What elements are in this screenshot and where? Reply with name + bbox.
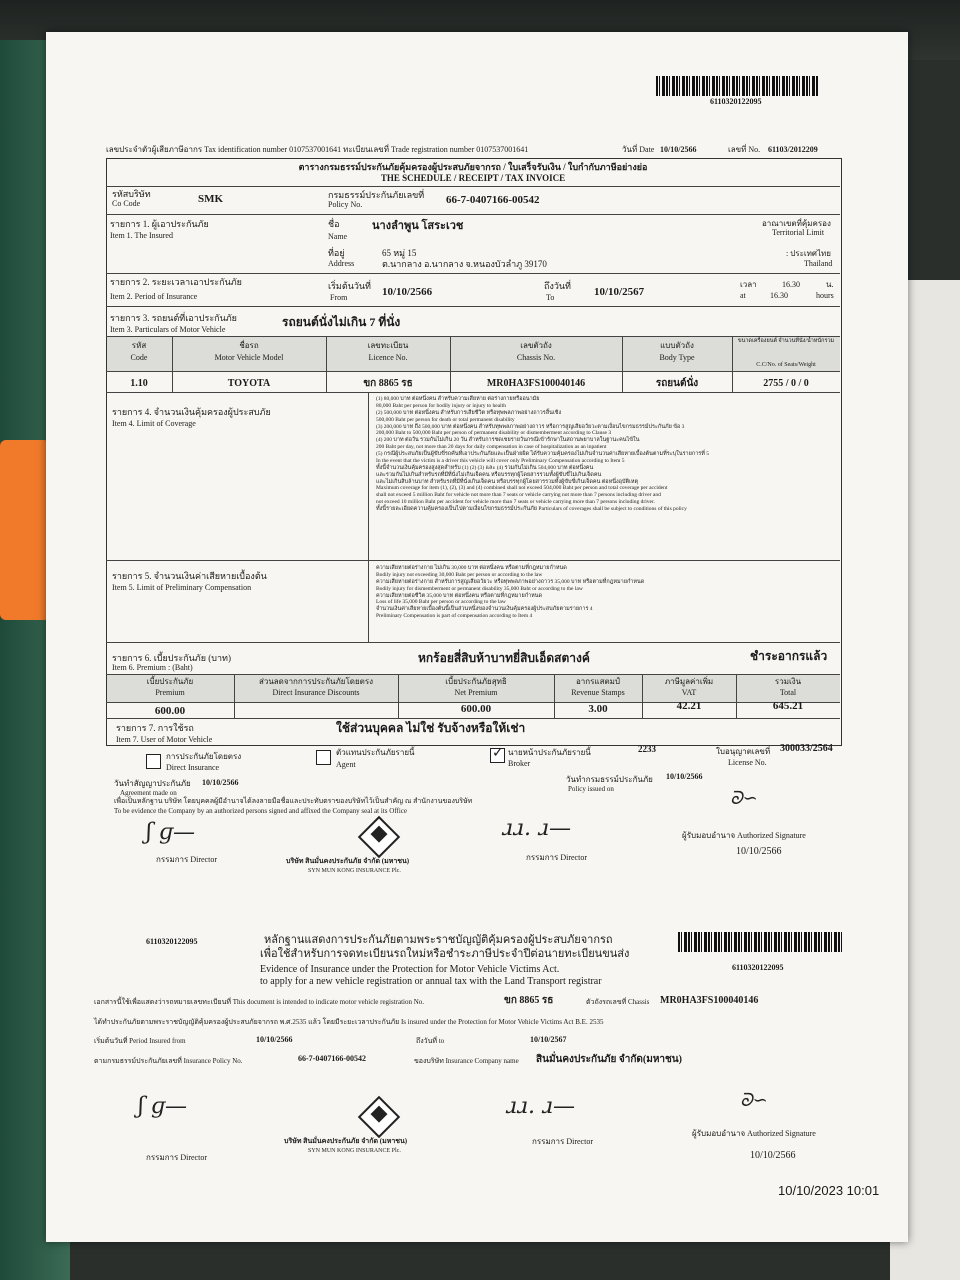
period-from-label-en: From [330,293,348,302]
coverage-line: (3) 200,000 บาท ถึง 500,000 บาท ต่อหนึ่งคน สำหรับทุพพลภาพอย่างถาวร หรือการสูญเสียอวัยวะตามเงื่อนไขกรมธรรม์ประกันภัย ข้อ 3 [376,423,685,430]
top-barcode-number: 6110320122095 [710,97,762,106]
territory-label-en: Territorial Limit [772,228,825,237]
coverage-line: และรวมกันไม่เกินสำหรับรถที่มีที่นั่งไม่เกินเจ็ดคน หรือบรรทุกผู้โดยสารรวมทั้งผู้ขับขี่ไม่เกินเจ็ดคน [376,471,602,478]
vehicle-licence: ขก 8865 รธ [363,378,413,389]
evidence-title-en1: Evidence of Insurance under the Protection for Motor Vehicle Victims Act. [260,964,560,975]
period-to-label-th: ถึงวันที่ [544,281,571,291]
item7-label-en: Item 7. User of Motor Vehicle [116,735,213,744]
item2-label-en: Item 2. Period of Insurance [110,292,198,301]
coverage-lines [376,396,836,513]
premium-header-net-th: เบี้ยประกันภัยสุทธิ [445,677,507,686]
address-line2: ต.นากลาง อ.นากลาง จ.หนองบัวลำภู 39170 [382,259,547,269]
tax-no-label: เลขที่ No. [728,145,761,154]
preliminary-line: Loss of life 35,000 Baht per person or according to the law [376,599,506,606]
direct-insurance-label-th: การประกันภัยโดยตรง [166,752,242,761]
premium-header-premium-th: เบี้ยประกันภัย [146,677,194,686]
item3-label-th: รายการ 3. รถยนต์ที่เอาประกันภัย [110,313,237,323]
premium-header-discount-en: Direct Insurance Discounts [272,688,360,697]
premium-in-words: หกร้อยสี่สิบห้าบาทยี่สิบเอ็ดสตางค์ [418,651,590,665]
premium-header-vat-th: ภาษีมูลค่าเพิ่ม [664,677,714,686]
evidence-chassis-value: MR0HA3FS100040146 [660,995,759,1006]
authorized-signature-2: ᘐ∽ [740,1090,768,1111]
coverage-line: (5) กรณีผู้ประสบภัยเป็นผู้ขับขี่รถคันที่เอาประกันภัยและเป็นฝ่ายผิด ได้รับความคุ้มครองไม่เกินจำนวนค่าเสียหายเบื้องต้นตามที่ระบุในรายการที่ 5 [376,451,709,457]
director-label-3: กรรมการ Director [146,1153,207,1162]
coverage-line: (4) 200 บาท ต่อวัน รวมกันไม่เกิน 20 วัน สำหรับการชดเชยรายวันกรณีเข้ารักษาในสถานพยาบาลในฐานะคนไข้ใน [376,437,640,444]
vehicle-header-body-th: แบบตัวถัง [660,341,694,350]
preliminary-line: ความเสียหายต่อร่างกาย ไม่เกิน 30,000 บาท ต่อหนึ่งคน หรือตามที่กฎหมายกำหนด [376,565,567,571]
coverage-line: shall not exceed 5 million Baht for vehicle not more than 7 seats or vehicle carrying not more than 7 persons including driver and [376,492,661,499]
evidence-title-th2: เพื่อใช้สำหรับการจดทะเบียนรถใหม่หรือชำระภาษีประจำปีต่อนายทะเบียนขนส่ง [260,948,630,960]
vehicle-code: 1.10 [130,378,148,389]
vehicle-body: รถยนต์นั่ง [655,378,699,389]
agreement-date: 10/10/2566 [202,778,239,787]
tax-date: 10/10/2566 [660,145,697,154]
evidence-title-th1: หลักฐานแสดงการประกันภัยตามพระราชบัญญัติคุ้มครองผู้ประสบภัยจากรถ [264,934,613,946]
license-no: 300033/2564 [780,743,833,754]
highlighter-pen [0,440,50,620]
tax-id-line: เลขประจำตัวผู้เสียภาษีอากร Tax identification number 0107537001641 ทะเบียนเลขที่ Trade registration number 0107537001641 [106,145,529,154]
vehicle-description: รถยนต์นั่งไม่เกิน 7 ที่นั่ง [282,315,401,329]
coverage-line: In the event that the victim is a driver this vehicle will cover only Preliminary Compensation according to Item 5 [376,457,625,464]
stamp-paid: ชำระอากรแล้ว [750,649,828,663]
director-signature-4: ɹɹ. ɹ— [506,1094,576,1119]
evidence-company: สินมั่นคงประกันภัย จำกัด(มหาชน) [536,1054,682,1065]
item5-label-en: Item 5. Limit of Preliminary Compensation [112,583,252,592]
insured-name-label-th: ชื่อ [328,219,340,229]
evidence-policy-label: ตามกรมธรรม์ประกันภัยเลขที่ Insurance Policy No. [94,1057,243,1065]
insured-name: นางลำพูน โสระเวช [372,220,464,232]
evidence-company-label: ของบริษัท Insurance Company name [414,1057,519,1065]
direct-insurance-checkbox[interactable] [146,754,161,769]
evidence-to: 10/10/2567 [530,1035,567,1044]
preliminary-line: ความเสียหายต่อร่างกาย สำหรับการสูญเสียอวัยวะ หรือทุพพลภาพอย่างถาวร 35,000 บาท หรือตามที่กฎหมายกำหนด [376,578,645,585]
print-timestamp: 10/10/2023 10:01 [778,1183,880,1198]
evidence-barcode-number-left: 6110320122095 [146,937,198,946]
period-from: 10/10/2566 [382,286,433,298]
premium-header-total-th: รวมเงิน [774,677,802,686]
coverage-line: Maximum coverage for item (1), (2), (3) and (4) combined shall not exceed 504,000 Baht per person and total coverage per accident [376,485,668,492]
insurance-document [46,32,908,1242]
item2-label-th: รายการ 2. ระยะเวลาเอาประกันภัย [110,277,242,287]
item6-label-en: Item 6. Premium : (Baht) [112,663,193,672]
company-name-th-2: บริษัท สินมั่นคงประกันภัย จำกัด (มหาชน) [284,1137,408,1145]
evidence-barcode [678,932,842,952]
director-label-1: กรรมการ Director [156,855,217,864]
evidence-from-label: เริ่มต้นวันที่ Period Insured from [94,1037,186,1045]
evidence-policy: 66-7-0407166-00542 [298,1054,366,1063]
vehicle-use: ใช้ส่วนบุคคล ไม่ใช่ รับจ้างหรือให้เช่า [336,721,526,735]
co-code-value: SMK [198,193,224,205]
vat-value: 42.21 [676,700,702,712]
address-line1: 65 หมู่ 15 [382,248,417,258]
evidence-chassis-label: ตัวถังรถเลขที่ Chassis [586,998,650,1006]
company-logo [358,816,400,858]
co-code-label-en: Co Code [112,199,141,208]
company-name-en: SYN MUN KONG INSURANCE Plc. [308,868,401,874]
authorized-label-1: ผู้รับมอบอำนาจ Authorized Signature [682,831,806,840]
coverage-line: ทั้งนี้จำนวนเงินคุ้มครองสูงสุดสำหรับ (1) (2) (3) และ (4) รวมกันไม่เกิน 504,000 บาท ต่อหนึ่งคน [376,464,594,471]
premium-value: 600.00 [154,705,186,717]
premium-header-discount-th: ส่วนลดจากการประกันภัยโดยตรง [258,677,374,686]
premium-header-premium-en: Premium [155,688,185,697]
total-value: 645.21 [772,700,804,712]
premium-header-stamp-th: อากรแสตมป์ [575,677,621,686]
vehicle-header-model-en: Motor Vehicle Model [214,353,284,362]
preliminary-line: จำนวนเงินค่าเสียหายเบื้องต้นนี้เป็นส่วนหนึ่งของจำนวนเงินคุ้มครองผู้ประสบภัยตามรายการ 4 [376,606,593,613]
vehicle-header-cc-en: C.C/No. of Seats/Weight [756,362,816,368]
coverage-line: 80,000 Baht per person for bodily injury or injury to health [376,402,506,409]
agent-label-th: ตัวแทนประกันภัยรายนี้ [336,748,415,757]
vehicle-header-licence-th: เลขทะเบียน [367,341,409,350]
net-premium-value: 600.00 [460,703,492,715]
broker-label-th: นายหน้าประกันภัยรายนี้ [508,748,591,757]
director-signature-2: ɹɹ. ɹ— [502,816,572,841]
premium-header-total-en: Total [779,688,797,697]
item6-label-th: รายการ 6. เบี้ยประกันภัย (บาท) [112,653,231,663]
item1-label-en: Item 1. The Insured [110,231,173,240]
address-label-en: Address [328,259,355,268]
time-label-th: เวลา [740,280,757,289]
item4-label-th: รายการ 4. จำนวนเงินคุ้มครองผู้ประสบภัย [112,407,271,417]
vehicle-header-model-th: ชื่อรถ [239,341,259,350]
item3-label-en: Item 3. Particulars of Motor Vehicle [110,325,226,334]
time-from: 16.30 [782,280,800,289]
agreement-label-th: วันทำสัญญาประกันภัย [114,779,191,788]
territory-country-th: : ประเทศไทย [786,249,831,258]
coverage-line: 200,000 Baht to 500,000 Baht per person of permanent disability or dismemberment according to Clause 3 [376,430,612,437]
authorized-signature-1: ᘐ∽ [730,788,758,809]
schedule-title-en: THE SCHEDULE / RECEIPT / TAX INVOICE [380,173,566,183]
authorized-label-2: ผู้รับมอบอำนาจ Authorized Signature [692,1129,816,1138]
premium-header-vat-en: VAT [681,688,697,697]
time-label-en: at [740,291,746,300]
license-label-th: ใบอนุญาตเลขที่ [716,747,771,756]
issued-date: 10/10/2566 [666,772,703,781]
director-signature-3: ʃ ɡ— [138,1094,188,1119]
stamp-value: 3.00 [588,703,608,715]
preliminary-line: Preliminary Compensation is part of compensation according to Item 4 [376,613,533,620]
vehicle-cc: 2755 / 0 / 0 [763,378,809,389]
vehicle-chassis: MR0HA3FS100040146 [486,378,586,389]
preliminary-lines [376,565,836,620]
evidence-reg-value: ขก 8865 รธ [504,995,554,1006]
coverage-line: และไม่เกินสิบล้านบาท สำหรับรถที่มีที่นั่งเกินเจ็ดคน หรือบรรทุกผู้โดยสารรวมทั้งผู้ขับขี่เกินเจ็ดคน ต่อหนึ่งอุบัติเหตุ [376,478,639,485]
evidence-insured-line: ได้ทำประกันภัยตามพระราชบัญญัติคุ้มครองผู้ประสบภัยจากรถ พ.ศ.2535 แล้ว โดยมีระยะเวลาประกันภัย Is insured under the Protection for Motor Vehicle Victims Act B.E. 2535 [94,1018,604,1026]
policy-no-value: 66-7-0407166-00542 [446,194,540,206]
coverage-line: not exceed 10 million Baht per accident for vehicle more than 7 seats or vehicle carrying more than 7 persons including driver. [376,499,655,506]
coverage-line: (1) 80,000 บาท ต่อหนึ่งคน สำหรับความเสียหาย ต่อร่างกายหรืออนามัย [376,396,540,402]
item1-label-th: รายการ 1. ผู้เอาประกันภัย [110,219,209,229]
preliminary-line: Bodily injury not exceeding 30,000 Baht per person or according to the law [376,571,543,578]
top-barcode [656,76,818,96]
period-to-label-en: To [546,293,555,302]
vehicle-header-cc-th: ขนาดเครื่องยนต์ จำนวนที่นั่ง/น้ำหนักรวม [737,338,835,344]
territory-label-th: อาณาเขตที่คุ้มครอง [762,219,831,228]
time-to: 16.30 [770,291,788,300]
evidence-title-en2: to apply for a new vehicle registration or annual tax with the Land Transport registrar [260,976,602,987]
agent-label-en: Agent [336,760,356,769]
issued-label-th: วันทำกรมธรรม์ประกันภัย [566,775,653,784]
co-code-label-th: รหัสบริษัท [112,189,151,199]
evidence-barcode-number-right: 6110320122095 [732,963,784,972]
director-label-2: กรรมการ Director [526,853,587,862]
period-from-label-th: เริ่มต้นวันที่ [328,281,371,291]
vehicle-header-code-en: Code [130,353,148,362]
address-label-th: ที่อยู่ [328,248,345,258]
coverage-line: (2) 500,000 บาท ต่อหนึ่งคน สำหรับการเสียชีวิต หรือทุพพลภาพอย่างถาวรสิ้นเชิง [376,409,562,416]
director-signature-1: ʃ ɡ— [146,820,196,845]
company-name-th: บริษัท สินมั่นคงประกันภัย จำกัด (มหาชน) [286,857,410,865]
authorized-date-1: 10/10/2566 [736,846,782,857]
license-label-en: License No. [728,758,767,767]
vehicle-header-chassis-en: Chassis No. [516,353,556,362]
item7-label-th: รายการ 7. การใช้รถ [116,723,194,733]
company-name-en-2: SYN MUN KONG INSURANCE Plc. [308,1148,401,1154]
item4-label-en: Item 4. Limit of Coverage [112,419,196,428]
company-logo-2 [358,1096,400,1138]
time-unit-en: hours [816,291,834,300]
coverage-line: ทั้งนี้รายละเอียดความคุ้มครองเป็นไปตามเงื่อนไขกรมธรรม์ประกันภัย Particulars of coverages shall be subject to conditions of this policy [376,506,687,512]
tax-date-label: วันที่ Date [622,145,655,154]
direct-insurance-label-en: Direct Insurance [166,763,220,772]
authorized-date-2: 10/10/2566 [750,1150,796,1161]
schedule-title-th: ตารางกรมธรรม์ประกันภัยคุ้มครองผู้ประสบภัยจากรถ / ใบเสร็จรับเงิน / ใบกำกับภาษีอย่างย่อ [298,162,648,172]
broker-checkbox[interactable] [490,748,505,763]
issued-label-en: Policy issued on [568,785,614,793]
broker-label-en: Broker [508,759,531,768]
premium-header-net-en: Net Premium [454,688,498,697]
policy-no-label-en: Policy No. [328,200,363,209]
insured-name-label-en: Name [328,232,348,241]
vehicle-header-licence-en: Licence No. [368,353,408,362]
preliminary-line: ความเสียหายต่อชีวิต 35,000 บาท ต่อหนึ่งคน หรือตามที่กฎหมายกำหนด [376,592,543,599]
coverage-line: 500,000 Baht per person for death or total permanent disability [376,416,515,423]
director-label-4: กรรมการ Director [532,1137,593,1146]
agent-checkbox[interactable] [316,750,331,765]
evidence-statement-en: To be evidence the Company by an authorized persons signed and affixed the Company seal at its Office [114,807,407,815]
policy-no-label-th: กรมธรรม์ประกันภัยเลขที่ [328,190,425,200]
time-unit-th: น. [826,280,834,289]
vehicle-header-code-th: รหัส [131,341,147,350]
tax-no: 61103/2012209 [768,145,818,154]
coverage-line: 200 Baht per day, not more than 20 days for daily compensation in case of hospitalization as an inpatient [376,444,607,451]
item5-label-th: รายการ 5. จำนวนเงินค่าเสียหายเบื้องต้น [112,571,267,581]
vehicle-model: TOYOTA [227,378,271,389]
evidence-to-label: ถึงวันที่ to [416,1037,445,1045]
vehicle-header-chassis-th: เลขตัวถัง [520,341,552,350]
evidence-reg-label: เอกสารนี้ใช้เพื่อแสดงว่ารถหมายเลขทะเบียนที่ This document is intended to indicate motor vehicle registration No. [94,998,425,1006]
period-to: 10/10/2567 [594,286,645,298]
preliminary-line: Bodily injury for dismemberment or permanent disability 35,000 Baht or according to the law [376,585,583,592]
broker-code: 2233 [638,744,656,754]
evidence-statement-th: เพื่อเป็นหลักฐาน บริษัท โดยบุคคลผู้มีอำนาจได้ลงลายมือชื่อและประทับตราของบริษัทไว้เป็นสำคัญ ณ สำนักงานของบริษัท [114,797,473,805]
agreement-label-en: Agreement made on [120,789,177,797]
premium-header-stamp-en: Revenue Stamps [571,688,625,697]
evidence-from: 10/10/2566 [256,1035,293,1044]
territory-country-en: Thailand [804,259,833,268]
vehicle-header-body-en: Body Type [659,353,695,362]
